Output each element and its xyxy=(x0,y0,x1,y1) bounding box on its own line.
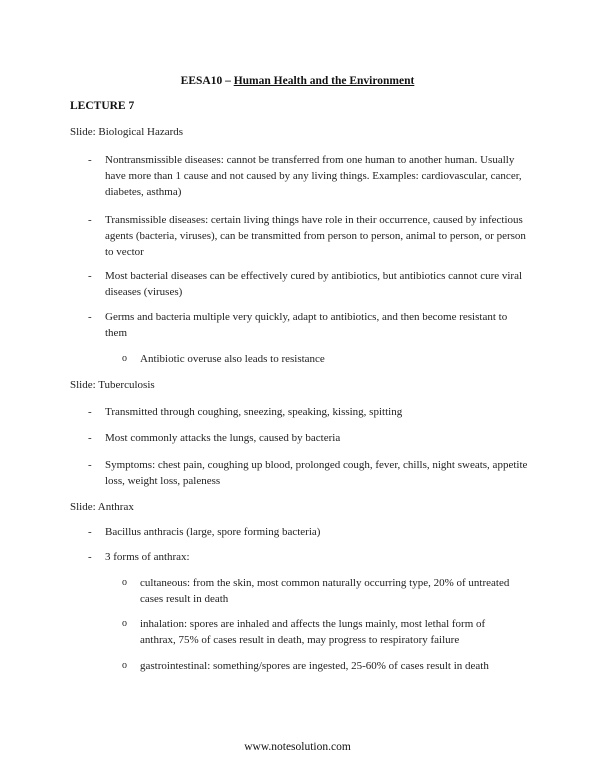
list-item-text: Symptoms: chest pain, coughing up blood, prolonged cough, fever, chills, night sweats, appetite loss, weight loss, paleness xyxy=(105,459,528,487)
course-title: Human Health and the Environment xyxy=(233,75,415,87)
list-item-text: Bacillus anthracis (large, spore forming bacteria) xyxy=(105,526,321,538)
subbullet-marker: o xyxy=(122,577,127,588)
document-title xyxy=(0,73,595,89)
list-item-text: Germs and bacteria multiple very quickly, adapt to antibiotics, and then become resistant to them xyxy=(105,311,508,339)
sub-list-item-text: inhalation: spores are inhaled and affects the lungs mainly, most lethal form of anthrax, 75% of cases result in death, may progress to respiratory failure xyxy=(140,618,486,646)
bullet-marker: - xyxy=(88,214,92,226)
list-item-text: 3 forms of anthrax: xyxy=(105,551,190,563)
list-item-text: Most bacterial diseases can be effectively cured by antibiotics, but antibiotics cannot cure viral diseases (viruses) xyxy=(105,270,523,298)
lecture-heading: LECTURE 7 xyxy=(70,100,135,112)
bullet-marker: - xyxy=(88,526,92,538)
subbullet-marker: o xyxy=(122,353,127,364)
subbullet-marker: o xyxy=(122,660,127,671)
footer-website: www.notesolution.com xyxy=(244,741,351,753)
list-item-text: Nontransmissible diseases: cannot be transferred from one human to another human. Usually have more than 1 cause and not caused by any living things. Examples: cardiovascular, cancer, diabetes, asthma) xyxy=(105,154,522,198)
section-heading-biological-hazards: Slide: Biological Hazards xyxy=(70,126,184,138)
section-heading-tuberculosis: Slide: Tuberculosis xyxy=(70,379,155,391)
bullet-marker: - xyxy=(88,459,92,471)
list-item-text: Transmitted through coughing, sneezing, speaking, kissing, spitting xyxy=(105,406,403,418)
subbullet-marker: o xyxy=(122,618,127,629)
bullet-marker: - xyxy=(88,406,92,418)
bullet-marker: - xyxy=(88,432,92,444)
sub-list-item-text: cultaneous: from the skin, most common naturally occurring type, 20% of untreated cases result in death xyxy=(140,577,510,605)
list-item-text: Most commonly attacks the lungs, caused by bacteria xyxy=(105,432,341,444)
sub-list-item-text: Antibiotic overuse also leads to resistance xyxy=(140,353,325,365)
sub-list-item-text: gastrointestinal: something/spores are ingested, 25-60% of cases result in death xyxy=(140,660,489,672)
list-item-text: Transmissible diseases: certain living things have role in their occurrence, caused by infectious agents (bacteria, viruses), can be transmitted from person to person, animal to person, or person to vector xyxy=(105,214,526,258)
bullet-marker: - xyxy=(88,311,92,323)
bullet-marker: - xyxy=(88,551,92,563)
section-heading-anthrax: Slide: Anthrax xyxy=(70,501,134,513)
bullet-marker: - xyxy=(88,270,92,282)
bullet-marker: - xyxy=(88,154,92,166)
course-code: EESA10 – xyxy=(180,75,234,87)
